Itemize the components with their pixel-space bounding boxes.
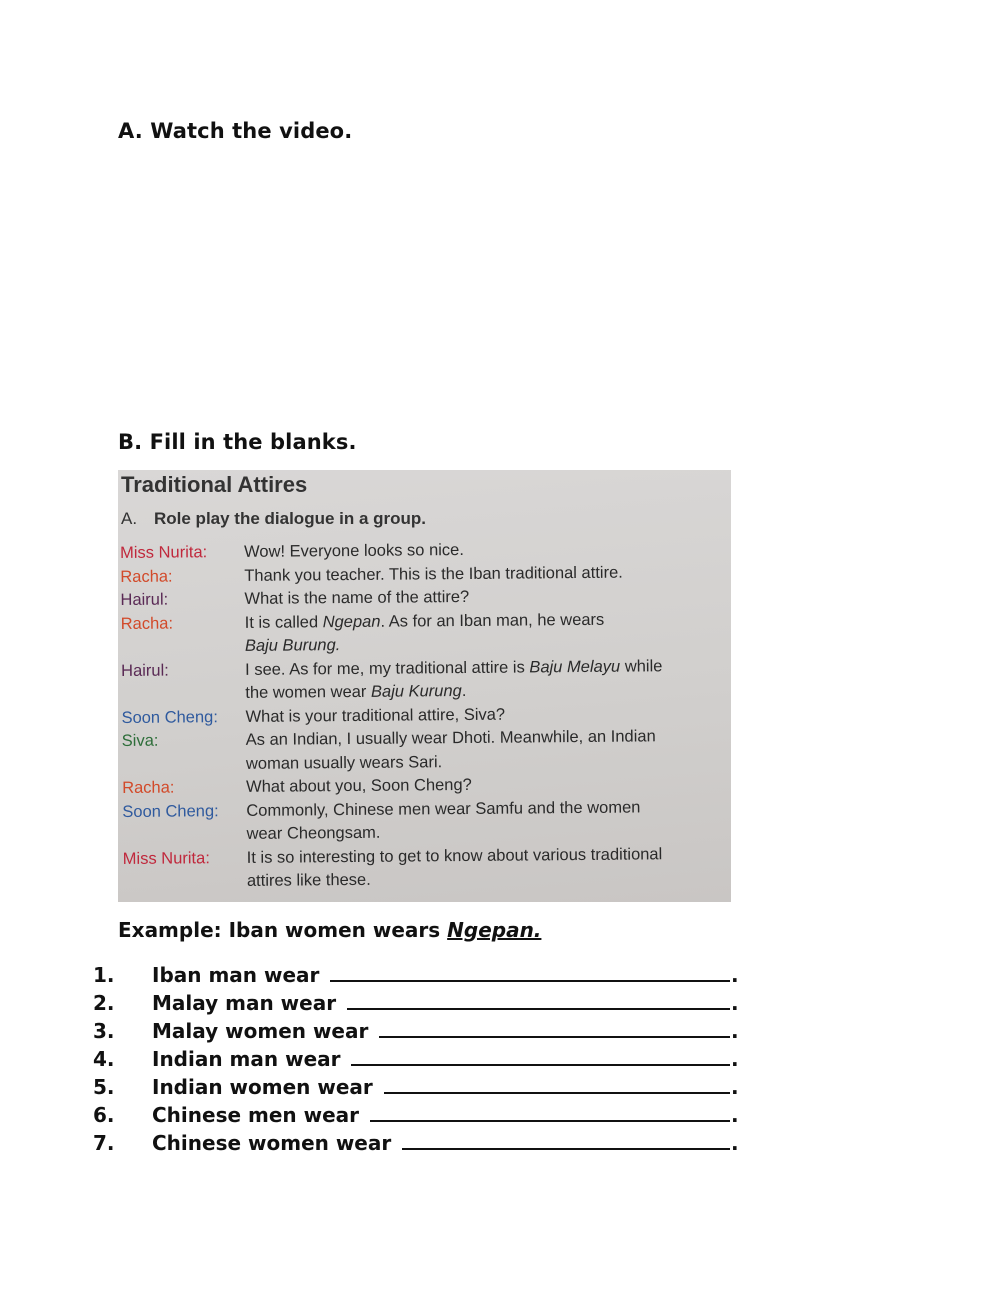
question-list (93, 960, 739, 1156)
question-label: Chinese men wear (152, 1103, 366, 1127)
dialogue-fragment: Commonly, Chinese men wear Samfu and the women (246, 797, 641, 820)
dialogue-fragment: . (461, 681, 467, 701)
question-item (93, 960, 739, 988)
question-terminator: . (731, 1131, 739, 1155)
dialogue-fragment: It is so interesting to get to know about various traditional (246, 844, 663, 867)
question-terminator: . (731, 963, 739, 987)
dialogue-fragment: As an Indian, I usually wear Dhoti. Meanwhile, an Indian (245, 727, 656, 749)
question-item (93, 1100, 739, 1128)
dialogue-fragment: Wow! Everyone looks so nice. (244, 540, 464, 561)
question-number: 7. (93, 1131, 115, 1155)
dialogue-speaker: Siva: (121, 731, 159, 750)
attire-name: Ngepan (322, 612, 381, 631)
question-terminator: . (731, 1075, 739, 1099)
dialogue-speaker: Racha: (120, 614, 174, 633)
dialogue-fragment: while (620, 656, 663, 676)
question-item (93, 1016, 739, 1044)
dialogue-speaker (121, 635, 245, 660)
question-label: Malay women wear (152, 1019, 376, 1043)
example-line (118, 918, 541, 942)
question-item (93, 1072, 739, 1100)
question-number: 1. (93, 963, 115, 987)
dialogue-fragment: woman usually wears Sari. (245, 752, 443, 773)
dialogue-speaker (121, 682, 245, 707)
section-a-heading: A. Watch the video. (118, 119, 353, 143)
question-label: Chinese women wear (152, 1131, 399, 1155)
answer-blank[interactable] (379, 1016, 730, 1038)
answer-blank[interactable] (347, 988, 730, 1010)
answer-blank[interactable] (330, 960, 730, 982)
dialogue-speaker: Miss Nurita: (122, 848, 210, 868)
dialogue-fragment: What about you, Soon Cheng? (246, 775, 472, 796)
dialogue-speaker: Soon Cheng: (122, 801, 219, 821)
dialogue-fragment: wear Cheongsam. (246, 823, 381, 843)
question-number: 2. (93, 991, 115, 1015)
attire-name: Baju Kurung (370, 682, 462, 701)
dialogue-speaker: Hairul: (120, 590, 169, 609)
dialogue-line (123, 866, 731, 895)
answer-blank[interactable] (384, 1072, 730, 1094)
section-b-heading: B. Fill in the blanks. (118, 430, 357, 454)
example-prefix: Example: Iban women wears (118, 918, 448, 942)
question-label: Indian man wear (152, 1047, 348, 1071)
question-item (93, 988, 739, 1016)
question-number: 3. (93, 1019, 115, 1043)
photo-subheading (121, 509, 426, 529)
question-number: 5. (93, 1075, 115, 1099)
question-item (93, 1044, 739, 1072)
dialogue-speaker (123, 870, 247, 895)
dialogue-speaker (122, 752, 246, 777)
dialogue-fragment: It is called (244, 612, 323, 632)
dialogue-text (247, 866, 731, 894)
dialogue-speaker: Racha: (122, 778, 175, 797)
attire-name: Baju Burung. (244, 636, 341, 655)
dialogue-fragment: What is the name of the attire? (244, 587, 470, 608)
attire-name: Baju Melayu (529, 657, 621, 676)
textbook-photo (118, 470, 731, 902)
dialogue-speaker: Miss Nurita: (120, 543, 208, 562)
dialogue-speaker (122, 823, 246, 848)
dialogue-fragment: attires like these. (246, 870, 371, 890)
answer-blank[interactable] (402, 1128, 730, 1150)
dialogue-fragment: . As for an Iban man, he wears (380, 610, 605, 631)
dialogue-speaker: Soon Cheng: (121, 707, 218, 727)
question-terminator: . (731, 1047, 739, 1071)
question-number: 6. (93, 1103, 115, 1127)
dialogue (120, 537, 731, 895)
question-item (93, 1128, 739, 1156)
answer-blank[interactable] (351, 1044, 730, 1066)
dialogue-speaker: Racha: (120, 567, 173, 586)
example-answer: Ngepan. (447, 918, 542, 942)
photo-subheading-text: Role play the dialogue in a group. (154, 509, 427, 528)
question-label: Indian women wear (152, 1075, 380, 1099)
question-label: Iban man wear (152, 963, 327, 987)
dialogue-fragment: Thank you teacher. This is the Iban traditional attire. (244, 563, 623, 585)
dialogue-fragment: What is your traditional attire, Siva? (245, 705, 506, 726)
dialogue-speaker: Hairul: (121, 661, 169, 680)
question-terminator: . (731, 1103, 739, 1127)
question-terminator: . (731, 991, 739, 1015)
question-terminator: . (731, 1019, 739, 1043)
dialogue-fragment: I see. As for me, my traditional attire is (245, 657, 530, 679)
photo-subheading-number: A. (121, 509, 138, 528)
photo-title: Traditional Attires (121, 472, 308, 497)
question-number: 4. (93, 1047, 115, 1071)
dialogue-fragment: the women wear (245, 682, 372, 702)
question-label: Malay man wear (152, 991, 344, 1015)
answer-blank[interactable] (370, 1100, 730, 1122)
